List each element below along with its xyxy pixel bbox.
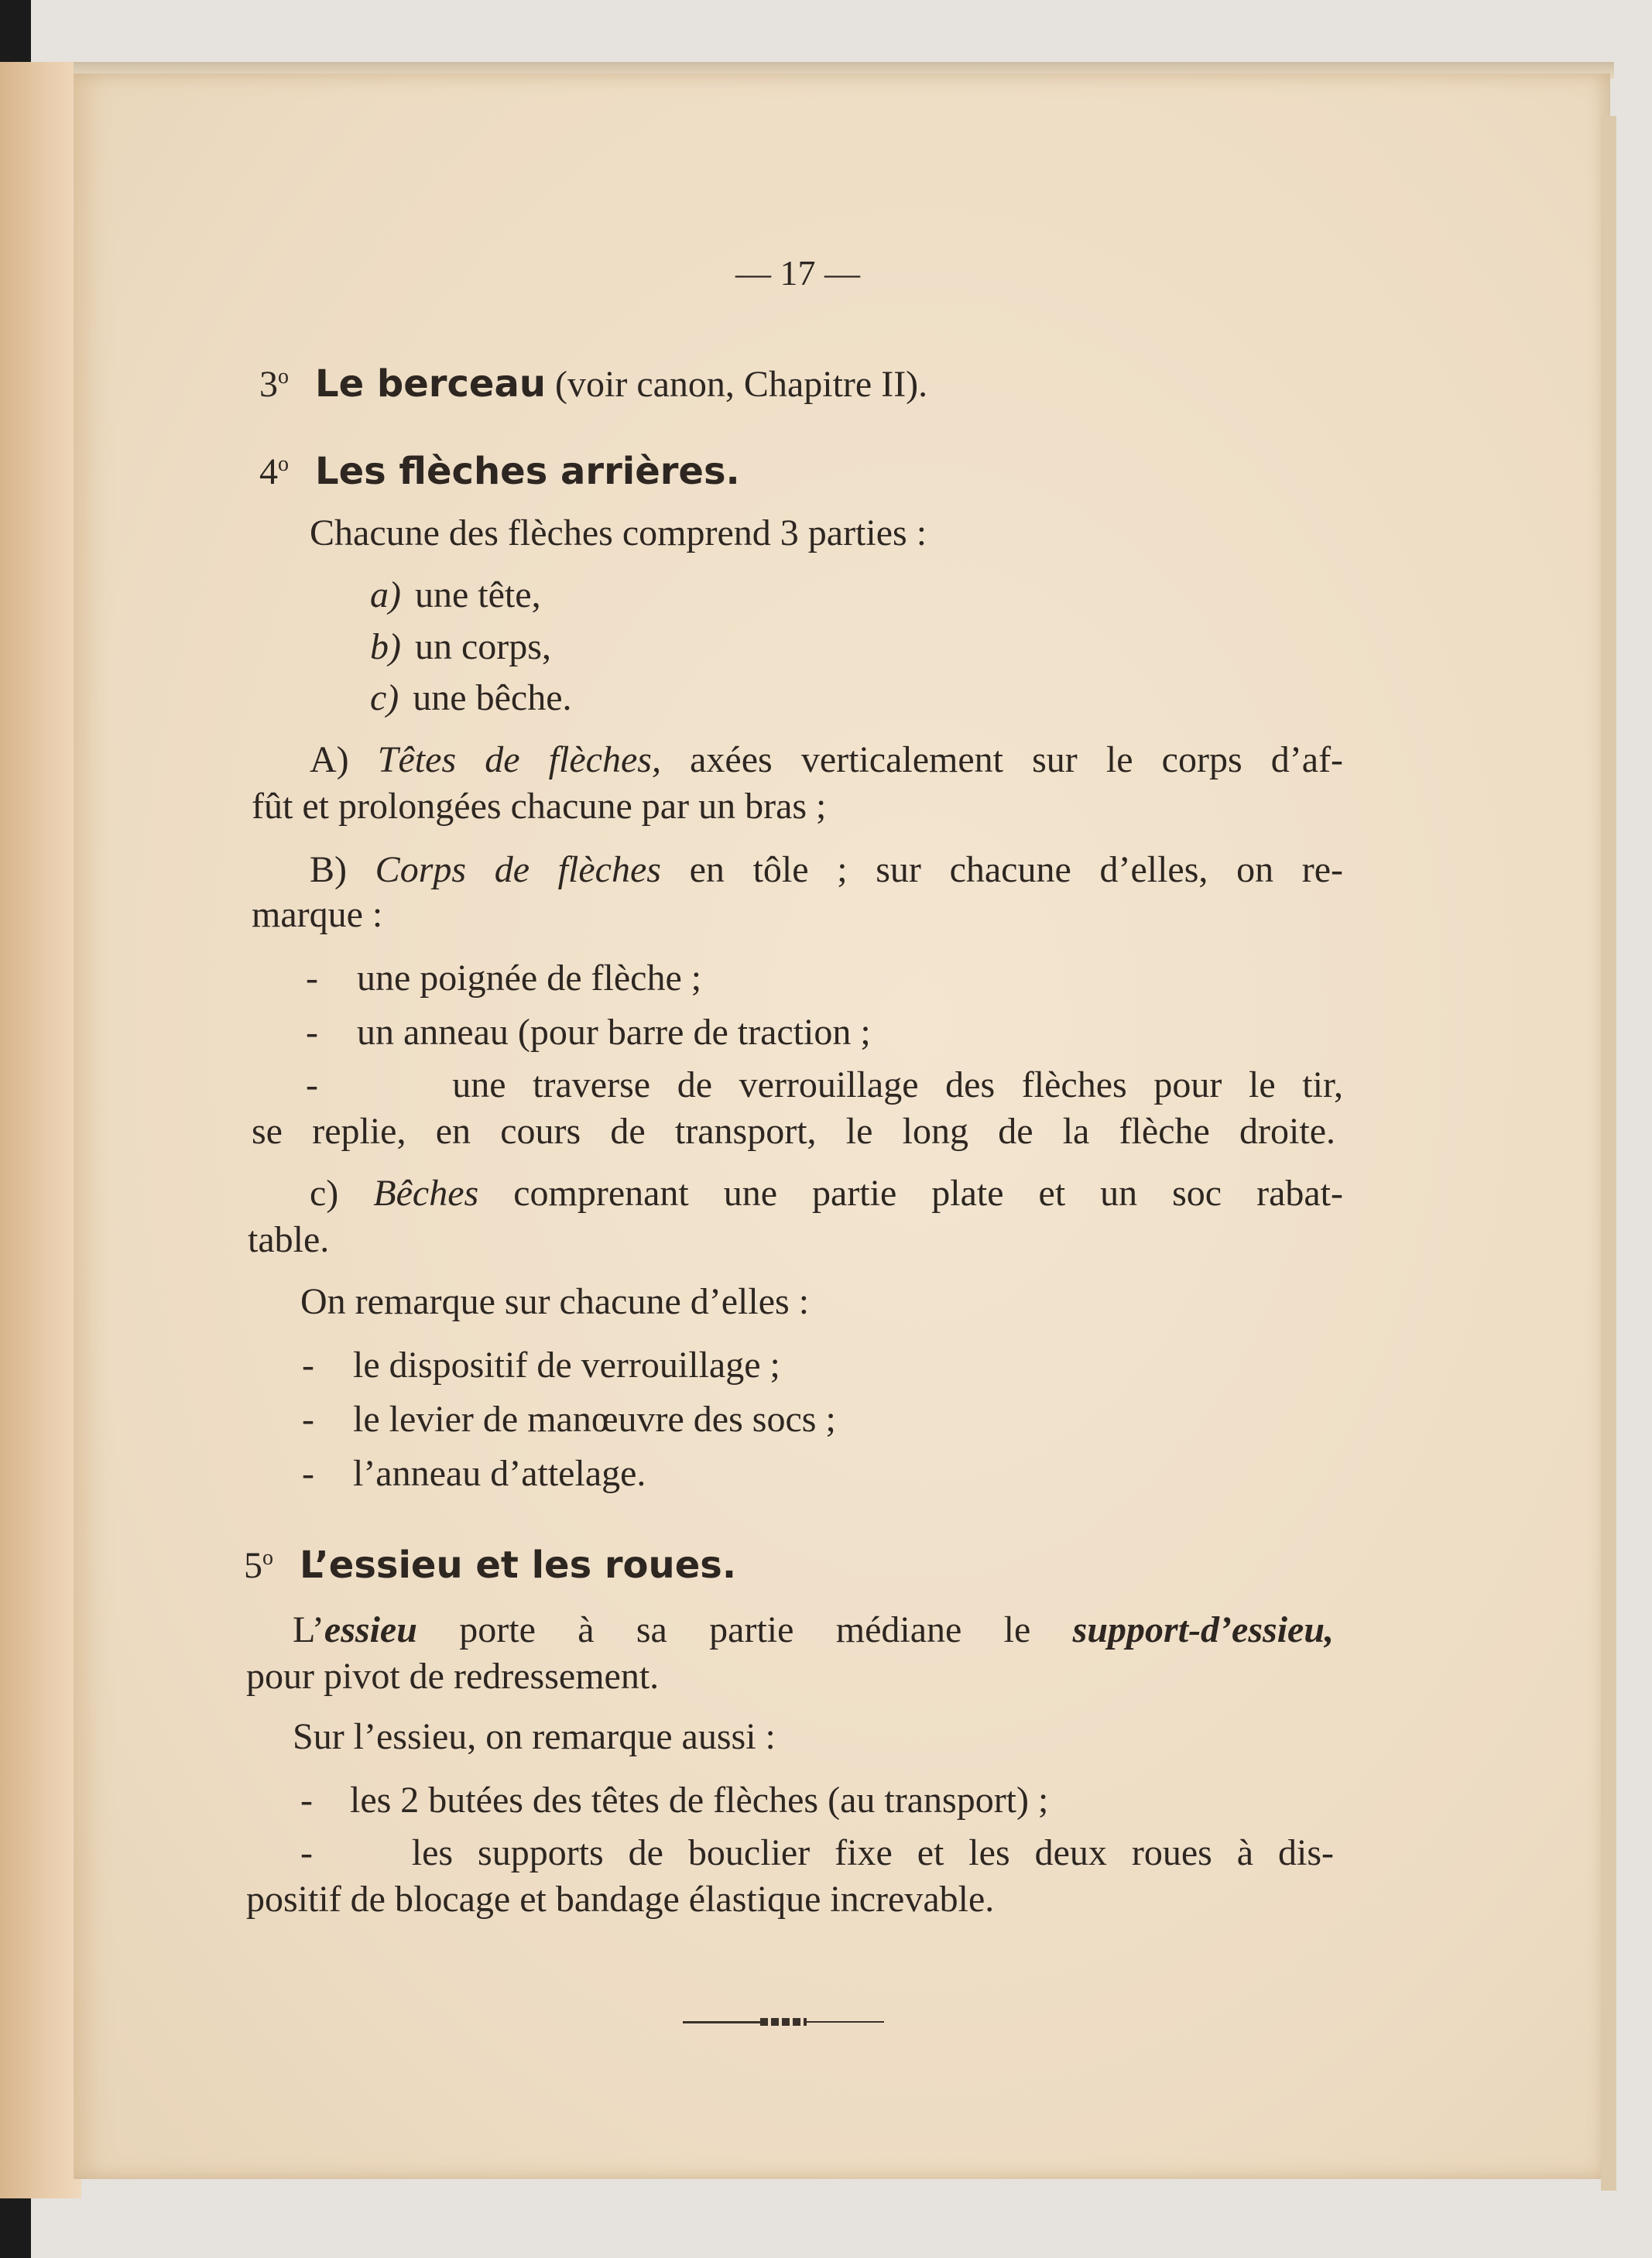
paragraph-b: B) Corps de flèches en tôle ; sur chacune d’elles, on re- [310,849,1344,890]
paragraph-b-cont: marque : [252,894,383,935]
dash-item: - le dispositif de verrouillage ; [302,1345,780,1386]
dash-item: - un anneau (pour barre de traction ; [306,1012,871,1053]
facing-page-edge [0,62,81,2198]
paragraph-c-cont: table. [248,1219,330,1260]
list-item: c) une bêche. [370,677,572,718]
section-3-heading [259,362,928,406]
section-4-heading [259,450,740,493]
dash-item: - les 2 butées des têtes de flèches (au transport) ; [300,1780,1049,1821]
paragraph-cont: pour pivot de redressement. [246,1656,660,1697]
paragraph: Chacune des flèches comprend 3 parties : [310,512,927,553]
section-5-heading [244,1544,737,1587]
page-number: — 17 — [735,253,860,293]
dash-item: - une poignée de flèche ; [306,958,702,999]
section-title: Le berceau [315,362,547,406]
section-number: 5$^o$ [244,1545,273,1586]
paragraph-a-cont: fût et prolongées chacune par un bras ; [252,786,827,827]
section-number: 3$^o$ [259,364,289,405]
page-fore-edge [1601,116,1616,2191]
list-item: a) une tête, [370,574,541,615]
section-number: 4$^o$ [259,451,289,492]
dash-item-cont: positif de blocage et bandage élastique increvable. [246,1879,995,1920]
dash-item: - les supports de bouclier fixe et les deux roues à dis- [300,1832,1335,1873]
dash-item: - l’anneau d’attelage. [302,1453,646,1494]
dash-item: - une traverse de verrouillage des flèches pour le tir, [306,1064,1344,1105]
end-ornament [683,2018,892,2026]
dash-item: - le levier de manœuvre des socs ; [302,1399,836,1440]
paragraph-c: c) Bêches comprenant une partie plate et un soc rabat- [310,1173,1344,1214]
dash-item-cont: se replie, en cours de transport, le long de la flèche droite. [252,1111,1335,1152]
list-item: b) un corps, [370,626,551,667]
paragraph: L’essieu porte à sa partie médiane le support-d’essieu, [293,1609,1335,1650]
section-title: Les flèches arrières. [315,450,740,493]
section-note: (voir canon, Chapitre II). [555,364,928,405]
paragraph-a: A) Têtes de flèches, axées verticalement sur le corps d’af- [310,739,1344,780]
paragraph: On remarque sur chacune d’elles : [300,1281,810,1322]
section-title: L’essieu et les roues. [300,1544,737,1587]
paragraph: Sur l’essieu, on remarque aussi : [293,1716,776,1757]
